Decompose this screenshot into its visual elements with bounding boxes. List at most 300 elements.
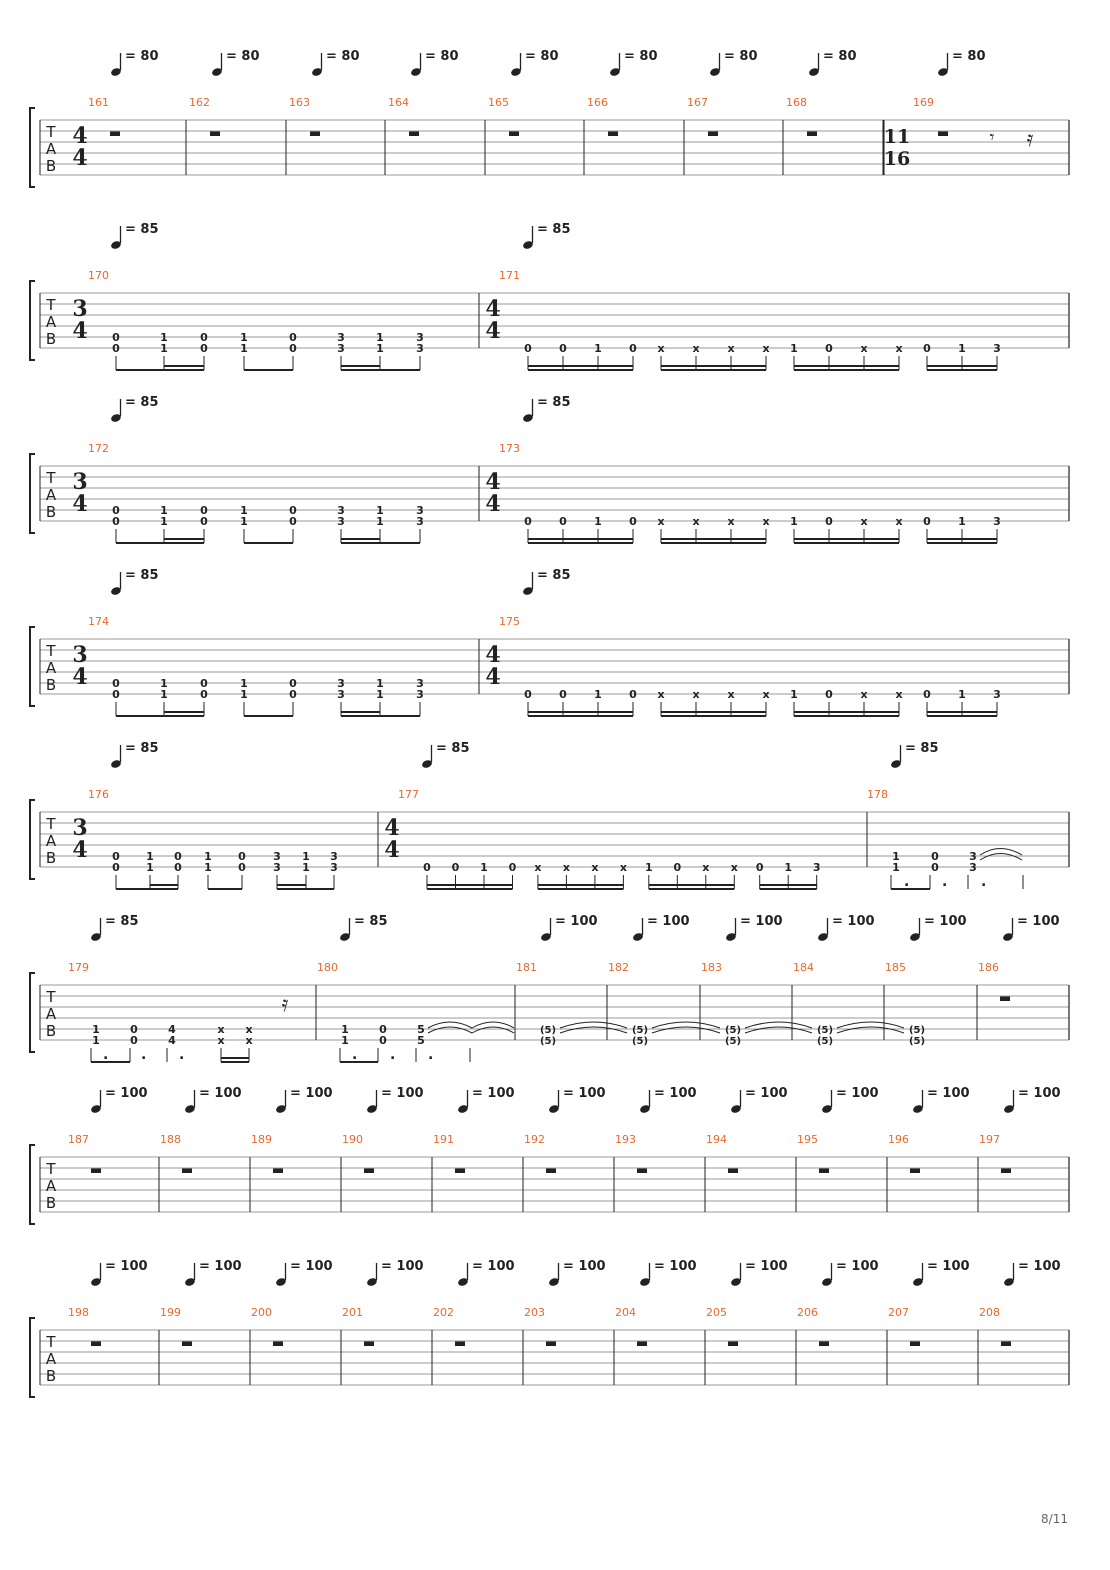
tempo-text: = 100 (472, 1259, 515, 1274)
fret-number: 0 (238, 861, 246, 874)
fret-number: 3 (969, 861, 977, 874)
time-signature-bottom: 4 (72, 491, 88, 517)
measure-191 (433, 1133, 465, 1173)
dead-note-x: x (692, 688, 700, 701)
fret-number: 0 (200, 504, 208, 517)
measure-201 (342, 1306, 374, 1346)
measure-200 (251, 1306, 283, 1346)
tempo-marking (410, 49, 458, 77)
measure-202 (433, 1306, 465, 1346)
dead-note-x: x (657, 688, 665, 701)
tempo-marking (211, 49, 259, 77)
tab-clef-letter: T (46, 642, 56, 660)
dot-icon: . (428, 1047, 434, 1063)
rest-icon (546, 1342, 556, 1347)
rest-icon (1000, 997, 1010, 1002)
tempo-marking (937, 49, 985, 77)
tempo-marking (110, 395, 158, 423)
fret-number: 0 (200, 331, 208, 344)
tempo-marking (110, 741, 158, 769)
time-signature (72, 296, 87, 344)
measure-number: 184 (793, 961, 814, 974)
tempo-marking (821, 1086, 878, 1114)
measure-number: 185 (885, 961, 906, 974)
dot-icon: . (179, 1047, 185, 1063)
measure-number: 166 (587, 96, 608, 109)
rest-icon (455, 1169, 465, 1174)
rest-icon (637, 1169, 647, 1174)
dead-note-x: x (534, 861, 542, 874)
fret-number: 1 (790, 342, 798, 355)
dead-note-x: x (762, 515, 770, 528)
dead-note-x: x (702, 861, 710, 874)
measure-number: 164 (388, 96, 409, 109)
rest-icon (91, 1169, 101, 1174)
measure-188 (160, 1133, 192, 1173)
tempo-text: = 85 (436, 741, 470, 756)
tempo-text: = 100 (924, 914, 967, 929)
measure-176 (88, 788, 338, 889)
system-bracket (30, 1145, 35, 1224)
fret-number: 1 (160, 331, 168, 344)
fret-number: 0 (524, 342, 532, 355)
measure-196 (888, 1133, 920, 1173)
tempo-marking (1002, 914, 1059, 942)
tempo-text: = 100 (927, 1259, 970, 1274)
measure-178 (867, 788, 1023, 890)
fret-number: 0 (379, 1034, 387, 1047)
rest-icon (819, 1342, 829, 1347)
fret-number: 1 (480, 861, 488, 874)
tempo-marking (421, 741, 469, 769)
fret-number: 5 (417, 1034, 425, 1047)
measure-number: 172 (88, 442, 109, 455)
fret-number: 1 (790, 688, 798, 701)
measure-190 (342, 1133, 374, 1173)
measure-185 (885, 961, 925, 1047)
tab-clef-letter: T (46, 469, 56, 487)
system-bracket (30, 281, 35, 360)
fret-number: 1 (376, 331, 384, 344)
fret-number: 0 (451, 861, 460, 874)
tab-clef-letter: A (45, 486, 57, 504)
tempo-text: = 80 (624, 49, 658, 64)
time-signature-top: 4 (485, 296, 501, 322)
measure-number: 161 (88, 96, 109, 109)
measure-number: 204 (615, 1306, 636, 1319)
fret-number: 3 (273, 850, 281, 863)
rest-icon (310, 132, 320, 137)
tempo-marking (311, 49, 359, 77)
dead-note-x: x (895, 688, 903, 701)
fret-number: 0 (931, 861, 939, 874)
rest-icon (409, 132, 419, 137)
measure-number: 167 (687, 96, 708, 109)
fret-number: 0 (289, 504, 297, 517)
tempo-marking (725, 914, 782, 942)
fret-number: 0 (112, 688, 120, 701)
measure-197 (979, 1133, 1011, 1173)
tie-icon (980, 849, 1022, 856)
tempo-marking (709, 49, 757, 77)
tempo-marking (339, 914, 387, 942)
fret-number: 0 (524, 688, 532, 701)
fret-number: 0 (524, 515, 532, 528)
tempo-text: = 80 (425, 49, 459, 64)
tempo-text: = 80 (326, 49, 360, 64)
fret-number: 3 (337, 504, 345, 517)
time-signature (72, 815, 87, 863)
tab-clef-letter: T (46, 988, 56, 1006)
rest-icon (608, 132, 618, 137)
tempo-marking (1003, 1086, 1060, 1114)
tied-fret-number: (5) (908, 1036, 926, 1047)
dot-icon: . (352, 1047, 358, 1063)
rest-icon (637, 1342, 647, 1347)
tie-icon (652, 1027, 720, 1033)
tempo-marking (912, 1086, 969, 1114)
tempo-text: = 100 (290, 1086, 333, 1101)
fret-number: 0 (200, 342, 208, 355)
tempo-marking (275, 1086, 332, 1114)
fret-number: 0 (112, 515, 120, 528)
measure-number: 168 (786, 96, 807, 109)
fret-number: 3 (337, 342, 345, 355)
measure-164 (388, 96, 419, 136)
fret-number: 1 (302, 850, 310, 863)
time-signature (485, 469, 500, 517)
fret-number: 0 (200, 677, 208, 690)
fret-number: 3 (337, 688, 345, 701)
tempo-marking (184, 1086, 241, 1114)
measure-179 (68, 961, 289, 1063)
fret-number: 1 (92, 1023, 100, 1036)
time-signature (884, 126, 910, 170)
measure-number: 163 (289, 96, 310, 109)
time-signature (485, 296, 500, 344)
tempo-marking (639, 1259, 696, 1287)
measure-number: 197 (979, 1133, 1000, 1146)
eighth-rest-icon: 𝄾 (989, 127, 995, 148)
rest-icon (938, 132, 948, 137)
fret-number: 0 (200, 688, 208, 701)
tempo-text: = 100 (381, 1259, 424, 1274)
measure-169 (913, 96, 1034, 152)
fret-number: 1 (146, 861, 154, 874)
tied-fret-number: (5) (724, 1036, 742, 1047)
tab-clef-letter: T (46, 1160, 56, 1178)
fret-number: 0 (931, 850, 939, 863)
fret-number: 1 (790, 515, 798, 528)
tempo-text: = 100 (290, 1259, 333, 1274)
tempo-text: = 100 (472, 1086, 515, 1101)
dead-note-x: x (730, 861, 738, 874)
staff-system (30, 442, 1069, 543)
fret-number: 0 (923, 342, 931, 355)
tempo-text: = 80 (226, 49, 260, 64)
fret-number: 1 (240, 342, 248, 355)
dead-note-x: x (692, 342, 700, 355)
tempo-text: = 85 (905, 741, 939, 756)
sixteenth-rest-icon: 𝄿 (281, 992, 289, 1017)
fret-number: 0 (423, 861, 431, 874)
fret-number: 0 (508, 861, 517, 874)
tempo-text: = 85 (125, 568, 159, 583)
measure-168 (786, 96, 817, 136)
fret-number: 0 (923, 515, 931, 528)
tempo-marking (540, 914, 597, 942)
measure-number: 188 (160, 1133, 181, 1146)
fret-number: 0 (825, 342, 833, 355)
tab-clef-letter: B (45, 157, 57, 175)
fret-number: 0 (174, 861, 182, 874)
measure-number: 186 (978, 961, 999, 974)
dead-note-x: x (727, 342, 735, 355)
tempo-marking (110, 568, 158, 596)
measure-187 (68, 1133, 101, 1173)
measure-161 (88, 96, 120, 136)
measure-162 (189, 96, 220, 136)
sixteenth-rest-icon: 𝄿 (1026, 127, 1034, 152)
measure-195 (797, 1133, 829, 1173)
tempo-marking (909, 914, 966, 942)
fret-number: 1 (160, 515, 168, 528)
tempo-marking (366, 1086, 423, 1114)
fret-number: 3 (416, 688, 424, 701)
rest-icon (91, 1342, 101, 1347)
measure-174 (88, 615, 424, 716)
tempo-marking (510, 49, 558, 77)
tempo-text: = 100 (740, 914, 783, 929)
measure-number: 174 (88, 615, 109, 628)
measure-193 (615, 1133, 647, 1173)
measure-163 (289, 96, 320, 136)
fret-number: 5 (417, 1023, 425, 1036)
dot-icon: . (103, 1047, 109, 1063)
page-number: 8/11 (1041, 1512, 1068, 1526)
fret-number: 3 (273, 861, 281, 874)
time-signature-bottom: 4 (72, 145, 88, 171)
measure-number: 193 (615, 1133, 636, 1146)
measure-180 (317, 961, 514, 1063)
rest-icon (910, 1169, 920, 1174)
tab-clef-letter: T (46, 296, 56, 314)
fret-number: 0 (112, 850, 120, 863)
tempo-marking (457, 1086, 514, 1114)
measure-number: 165 (488, 96, 509, 109)
tempo-marking (912, 1259, 969, 1287)
dead-note-x: x (619, 861, 627, 874)
rest-icon (546, 1169, 556, 1174)
tempo-marking (522, 395, 570, 423)
fret-number: 1 (240, 688, 248, 701)
measure-number: 195 (797, 1133, 818, 1146)
tempo-text: = 80 (125, 49, 159, 64)
dot-icon: . (981, 874, 987, 890)
tempo-marking (817, 914, 874, 942)
rest-icon (110, 132, 120, 137)
fret-number: 0 (289, 331, 297, 344)
dot-icon: . (942, 874, 948, 890)
measure-number: 180 (317, 961, 338, 974)
tempo-text: = 85 (125, 395, 159, 410)
tempo-marking (1003, 1259, 1060, 1287)
fret-number: 3 (330, 850, 338, 863)
measure-171 (499, 269, 1001, 370)
measure-number: 187 (68, 1133, 89, 1146)
tempo-text: = 80 (952, 49, 986, 64)
tab-clef-letter: B (45, 503, 57, 521)
dead-note-x: x (591, 861, 599, 874)
measure-number: 202 (433, 1306, 454, 1319)
tied-fret-number: (5) (908, 1025, 926, 1036)
dead-note-x: x (657, 515, 665, 528)
fret-number: x (217, 1023, 225, 1036)
tied-fret-number: (5) (816, 1025, 834, 1036)
fret-number: 1 (376, 515, 384, 528)
tie-icon (428, 1022, 514, 1028)
time-signature-bottom: 4 (485, 491, 501, 517)
tempo-text: = 100 (832, 914, 875, 929)
tab-clef-letter: A (45, 313, 57, 331)
measure-number: 179 (68, 961, 89, 974)
time-signature-top: 4 (384, 815, 400, 841)
dead-note-x: x (727, 688, 735, 701)
time-signature-top: 3 (72, 815, 88, 841)
measure-number: 190 (342, 1133, 363, 1146)
tempo-text: = 85 (125, 741, 159, 756)
fret-number: 1 (341, 1023, 349, 1036)
tempo-marking (90, 1086, 147, 1114)
tie-icon (745, 1027, 812, 1033)
time-signature-bottom: 4 (485, 664, 501, 690)
tempo-text: = 100 (199, 1086, 242, 1101)
fret-number: 1 (958, 515, 966, 528)
tempo-text: = 85 (537, 395, 571, 410)
tab-clef-letter: T (46, 123, 56, 141)
time-signature-top: 3 (72, 296, 88, 322)
tab-clef-letter: A (45, 140, 57, 158)
tab-clef-letter: T (46, 815, 56, 833)
fret-number: 1 (376, 504, 384, 517)
dead-note-x: x (860, 342, 868, 355)
tempo-marking (90, 1259, 147, 1287)
tempo-text: = 85 (537, 222, 571, 237)
measure-198 (68, 1306, 101, 1346)
time-signature-top: 4 (72, 123, 88, 149)
staff-system (30, 1133, 1069, 1224)
tab-clef-letter: A (45, 659, 57, 677)
time-signature-top: 3 (72, 469, 88, 495)
fret-number: 0 (200, 515, 208, 528)
tab-clef-letter: B (45, 849, 57, 867)
tempo-text: = 100 (745, 1086, 788, 1101)
staff-system (30, 96, 1069, 187)
rest-icon (364, 1342, 374, 1347)
fret-number: 1 (240, 331, 248, 344)
measure-170 (88, 269, 424, 370)
fret-number: 0 (112, 331, 120, 344)
time-signature-bottom: 4 (384, 837, 400, 863)
tab-clef-letter: T (46, 1333, 56, 1351)
tempo-marking (890, 741, 938, 769)
tempo-marking (639, 1086, 696, 1114)
fret-number: 1 (784, 861, 793, 874)
rest-icon (910, 1342, 920, 1347)
time-signature-top: 4 (485, 642, 501, 668)
staff-system (30, 961, 1069, 1063)
tied-fret-number: (5) (539, 1036, 557, 1047)
tempo-marking (730, 1086, 787, 1114)
measure-207 (888, 1306, 920, 1346)
dot-icon: . (390, 1047, 396, 1063)
dead-note-x: x (727, 515, 735, 528)
fret-number: 0 (379, 1023, 387, 1036)
fret-number: 3 (812, 861, 821, 874)
dead-note-x: x (860, 515, 868, 528)
staff-system (30, 1306, 1069, 1397)
fret-number: 1 (376, 688, 384, 701)
tab-clef-letter: A (45, 1350, 57, 1368)
tempo-text: = 100 (381, 1086, 424, 1101)
dead-note-x: x (657, 342, 665, 355)
time-signature (72, 123, 87, 171)
tempo-text: = 100 (1017, 914, 1060, 929)
fret-number: 1 (594, 688, 602, 701)
fret-number: 0 (825, 515, 833, 528)
fret-number: 3 (416, 342, 424, 355)
tie-icon (837, 1027, 904, 1033)
fret-number: 0 (112, 504, 120, 517)
rest-icon (273, 1169, 283, 1174)
tempo-marking (730, 1259, 787, 1287)
time-signature-bottom: 16 (883, 148, 911, 170)
tempo-text: = 100 (105, 1259, 148, 1274)
system-bracket (30, 454, 35, 533)
measure-number: 207 (888, 1306, 909, 1319)
measure-number: 178 (867, 788, 888, 801)
fret-number: 3 (416, 504, 424, 517)
measure-165 (488, 96, 519, 136)
tab-clef-letter: B (45, 1022, 57, 1040)
tempo-text: = 100 (555, 914, 598, 929)
tempo-text: = 100 (563, 1086, 606, 1101)
tempo-marking (609, 49, 657, 77)
fret-number: 3 (337, 677, 345, 690)
fret-number: 0 (238, 850, 246, 863)
tempo-marking (548, 1259, 605, 1287)
tempo-text: = 100 (105, 1086, 148, 1101)
fret-number: 1 (240, 504, 248, 517)
dead-note-x: x (762, 688, 770, 701)
tempo-marking (457, 1259, 514, 1287)
measure-175 (499, 615, 1001, 716)
measure-199 (160, 1306, 192, 1346)
system-bracket (30, 108, 35, 187)
measure-177 (398, 788, 821, 889)
rest-icon (1001, 1342, 1011, 1347)
measure-206 (797, 1306, 829, 1346)
rest-icon (728, 1342, 738, 1347)
fret-number: 3 (993, 688, 1001, 701)
fret-number: 1 (376, 342, 384, 355)
tie-icon (560, 1027, 627, 1033)
rest-icon (1001, 1169, 1011, 1174)
fret-number: 0 (112, 861, 120, 874)
measure-number: 201 (342, 1306, 363, 1319)
rest-icon (182, 1342, 192, 1347)
fret-number: x (245, 1034, 253, 1047)
